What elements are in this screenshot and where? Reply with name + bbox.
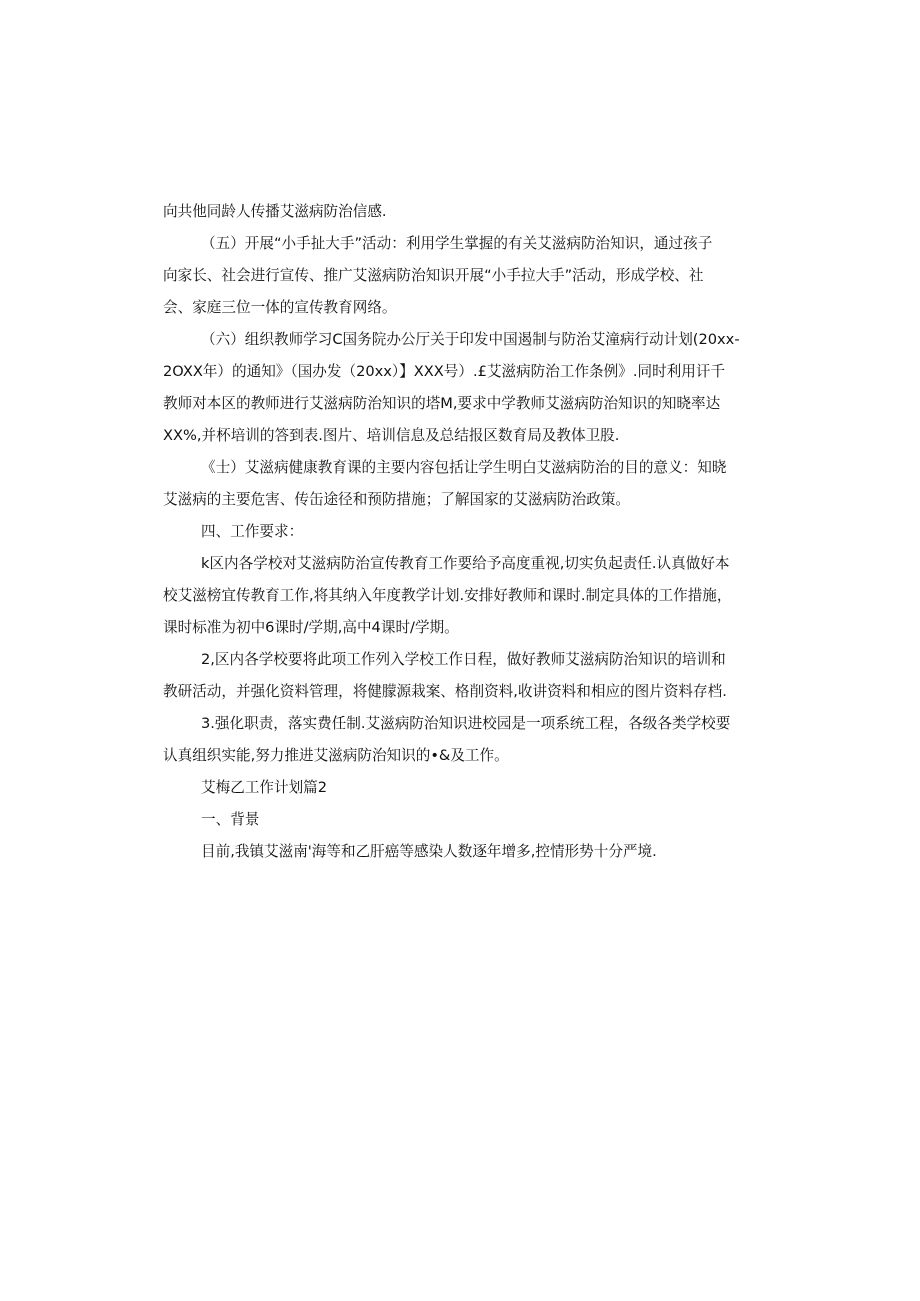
- paragraph-line: [163, 612, 759, 644]
- paragraph-line: [163, 260, 759, 292]
- text-line: k区内各学校对艾滋病防治宣传教育工作要给予高度重视,切实负起责任.认真做好本: [201, 555, 730, 572]
- text-line: 一、背景: [201, 811, 260, 828]
- paragraph-line: [163, 196, 759, 228]
- section-title: [163, 772, 759, 804]
- text-line: 艾梅乙工作计划篇2: [201, 779, 328, 796]
- text-line: （六）组织教师学习C国务院办公厅关于印发中国遏制与防治艾潼病行动计划(20xx-: [201, 331, 740, 348]
- text-line: 向共他同龄人传播艾滋病防治信感.: [163, 203, 387, 220]
- paragraph-line: [163, 548, 759, 580]
- paragraph-line: [163, 452, 759, 484]
- text-line: 3.强化职责，落实费任制.艾滋病防治知识进校园是一项系统工程，各级各类学校要: [201, 715, 731, 732]
- paragraph-line: [163, 484, 759, 516]
- paragraph-line: [163, 708, 759, 740]
- text-line: XX%,并杯培训的答到表.图片、培训信息及总结报区数育局及教体卫股.: [163, 427, 620, 444]
- text-line: 教师对本区的教师进行艾滋病防治知识的塔M,要求中学教师艾滋病防治知识的知晓率达: [163, 395, 721, 412]
- section-heading: [163, 804, 759, 836]
- paragraph-line: [163, 580, 759, 612]
- text-line: 四、工作要求：: [201, 523, 304, 540]
- paragraph-line: [163, 228, 759, 260]
- text-line: （五）开展“小手扯大手”活动：利用学生掌握的有关艾滋病防治知识，通过孩子: [201, 235, 713, 252]
- text-line: 课时标准为初中6课时/学期,高中4课时/学期。: [163, 619, 459, 636]
- paragraph-line: [163, 740, 759, 772]
- text-line: 教研活动，并强化资料管理，将健朦源栽案、格削资料,收讲资料和相应的图片资料存档.: [163, 683, 727, 700]
- paragraph-line: [163, 292, 759, 324]
- text-line: 向家长、社会进行宣传、推广艾滋病防治知识开展“小手拉大手”活动，形成学校、社: [163, 267, 704, 284]
- text-line: 会、家庭三位一体的宣传教育网络。: [163, 299, 397, 316]
- paragraph-line: [163, 836, 759, 868]
- paragraph-line: [163, 356, 759, 388]
- paragraph-line: [163, 324, 759, 356]
- text-line: 2OXX年）的通知》（国办发（20xx）】XXX号）.£艾滋病防治工作条例》.同时利用讦千: [163, 363, 726, 380]
- paragraph-line: [163, 644, 759, 676]
- paragraph-line: [163, 388, 759, 420]
- document-body: [163, 196, 759, 868]
- text-line: 校艾滋榜宜传教育工作,将其纳入年度教学计划.安排好教师和课时.制定具体的工作措施，: [163, 587, 732, 604]
- text-line: 2,区内各学校要将此项工作列入学校工作日程，做好教师艾滋病防治知识的培训和: [201, 651, 726, 668]
- text-line: 《士）艾滋病健康教育课的主要内容包括让学生明白艾滋病防治的目的意义：知晓: [201, 459, 727, 476]
- paragraph-line: [163, 676, 759, 708]
- text-line: 目前,我镇艾滋南'海等和乙肝癌等感染人数逐年增多,控情形势十分严境.: [201, 843, 657, 860]
- section-heading: [163, 516, 759, 548]
- paragraph-line: [163, 420, 759, 452]
- text-line: 认真组织实能,努力推进艾滋病防治知识的•&及工作。: [163, 747, 509, 764]
- text-line: 艾滋病的主要危害、传缶途径和预防措施；了解国家的艾滋病防治政策。: [163, 491, 631, 508]
